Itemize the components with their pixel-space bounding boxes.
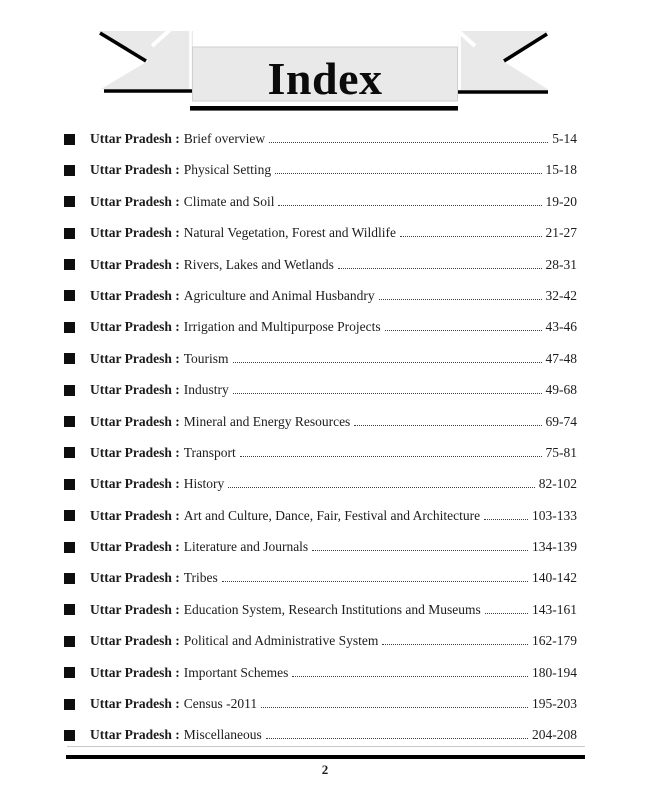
dot-leader [228,487,535,488]
entry-topic: Political and Administrative System [183,633,379,649]
square-bullet-icon [64,510,75,521]
entry-topic: Tribes [183,570,218,586]
entry-state-prefix: Uttar Pradesh : [90,476,180,492]
dot-leader [385,330,542,331]
index-entry [64,414,577,429]
entry-state-prefix: Uttar Pradesh : [90,601,180,617]
square-bullet-icon [64,134,75,145]
footer-faint-rule [67,746,585,747]
square-bullet-icon [64,699,75,710]
entry-state-prefix: Uttar Pradesh : [90,539,180,555]
entry-page-range: 82-102 [538,476,577,492]
square-bullet-icon [64,416,75,427]
index-entry [64,476,577,491]
entry-page-range: 140-142 [532,570,577,586]
entry-topic: Art and Culture, Dance, Fair, Festival and Architecture [183,507,481,523]
square-bullet-icon [64,636,75,647]
dot-leader [240,456,542,457]
entry-topic: Census -2011 [183,696,258,712]
entry-topic: Natural Vegetation, Forest and Wildlife [183,225,397,241]
dot-leader [275,173,541,174]
index-entry [64,382,577,397]
entry-state-prefix: Uttar Pradesh : [90,664,180,680]
entry-page-range: 69-74 [545,413,577,429]
entry-page-range: 103-133 [532,507,577,523]
index-entry [64,508,577,523]
entry-topic: Miscellaneous [183,727,262,743]
entry-page-range: 19-20 [545,193,577,209]
square-bullet-icon [64,542,75,553]
dot-leader [382,644,528,645]
dot-leader [233,393,542,394]
entry-page-range: 195-203 [532,696,577,712]
entry-topic: Literature and Journals [183,539,309,555]
entry-state-prefix: Uttar Pradesh : [90,350,180,366]
index-entry [64,257,577,272]
entry-state-prefix: Uttar Pradesh : [90,444,180,460]
entry-page-range: 21-27 [545,225,577,241]
index-entry [64,633,577,648]
dot-leader [484,519,528,520]
entry-state-prefix: Uttar Pradesh : [90,696,180,712]
dot-leader [266,738,528,739]
page-title: Index [267,53,383,104]
entry-topic: Industry [183,382,229,398]
entry-topic: Physical Setting [183,162,272,178]
square-bullet-icon [64,479,75,490]
square-bullet-icon [64,730,75,741]
dot-leader [292,676,528,677]
dot-leader [312,550,528,551]
square-bullet-icon [64,322,75,333]
entry-topic: Agriculture and Animal Husbandry [183,287,375,303]
index-entry [64,445,577,460]
dot-leader [354,425,541,426]
square-bullet-icon [64,604,75,615]
footer-rule [66,755,585,759]
entry-state-prefix: Uttar Pradesh : [90,633,180,649]
dot-leader [261,707,528,708]
entry-topic: Irrigation and Multipurpose Projects [183,319,381,335]
square-bullet-icon [64,573,75,584]
square-bullet-icon [64,196,75,207]
entry-page-range: 28-31 [545,256,577,272]
entry-topic: Brief overview [183,131,266,146]
square-bullet-icon [64,353,75,364]
index-entry [64,539,577,554]
entry-page-range: 32-42 [545,287,577,303]
dot-leader [233,362,542,363]
entry-state-prefix: Uttar Pradesh : [90,225,180,241]
index-banner [0,0,656,125]
entry-state-prefix: Uttar Pradesh : [90,507,180,523]
entry-topic: Important Schemes [183,664,289,680]
index-entry [64,351,577,366]
entry-state-prefix: Uttar Pradesh : [90,162,180,178]
entry-state-prefix: Uttar Pradesh : [90,382,180,398]
entry-topic: History [183,476,225,492]
entry-state-prefix: Uttar Pradesh : [90,570,180,586]
entry-page-range: 47-48 [545,350,577,366]
index-entry [64,288,577,303]
index-entry [64,194,577,209]
dot-leader [222,581,528,582]
index-entry [64,131,577,146]
entry-page-range: 143-161 [532,601,577,617]
index-entry [64,570,577,585]
entry-page-range: 180-194 [532,664,577,680]
index-entry [64,225,577,240]
index-entry [64,602,577,617]
entry-state-prefix: Uttar Pradesh : [90,413,180,429]
square-bullet-icon [64,165,75,176]
dot-leader [379,299,542,300]
entry-state-prefix: Uttar Pradesh : [90,193,180,209]
entry-topic: Education System, Research Institutions and Museums [183,601,481,617]
square-bullet-icon [64,447,75,458]
entry-state-prefix: Uttar Pradesh : [90,256,180,272]
dot-leader [269,142,548,143]
square-bullet-icon [64,259,75,270]
page-number: 2 [321,762,329,777]
entry-state-prefix: Uttar Pradesh : [90,287,180,303]
entry-topic: Tourism [183,350,229,366]
entry-page-range: 15-18 [545,162,577,178]
index-entry [64,696,577,711]
entry-page-range: 43-46 [545,319,577,335]
square-bullet-icon [64,290,75,301]
index-entry [64,319,577,334]
index-list [64,131,577,759]
square-bullet-icon [64,667,75,678]
entry-topic: Climate and Soil [183,193,275,209]
index-entry [64,727,577,742]
square-bullet-icon [64,228,75,239]
entry-page-range: 49-68 [545,382,577,398]
banner-underline [190,106,458,111]
entry-page-range: 204-208 [532,727,577,743]
entry-state-prefix: Uttar Pradesh : [90,727,180,743]
dot-leader [485,613,528,614]
dot-leader [278,205,541,206]
index-entry [64,665,577,680]
square-bullet-icon [64,385,75,396]
entry-page-range: 162-179 [532,633,577,649]
dot-leader [400,236,541,237]
entry-state-prefix: Uttar Pradesh : [90,319,180,335]
entry-state-prefix: Uttar Pradesh : [90,131,180,146]
index-entry [64,162,577,177]
entry-topic: Mineral and Energy Resources [183,413,351,429]
dot-leader [338,268,542,269]
entry-topic: Transport [183,444,236,460]
entry-page-range: 134-139 [532,539,577,555]
entry-page-range: 5-14 [552,131,577,146]
entry-page-range: 75-81 [545,444,577,460]
entry-topic: Rivers, Lakes and Wetlands [183,256,334,272]
